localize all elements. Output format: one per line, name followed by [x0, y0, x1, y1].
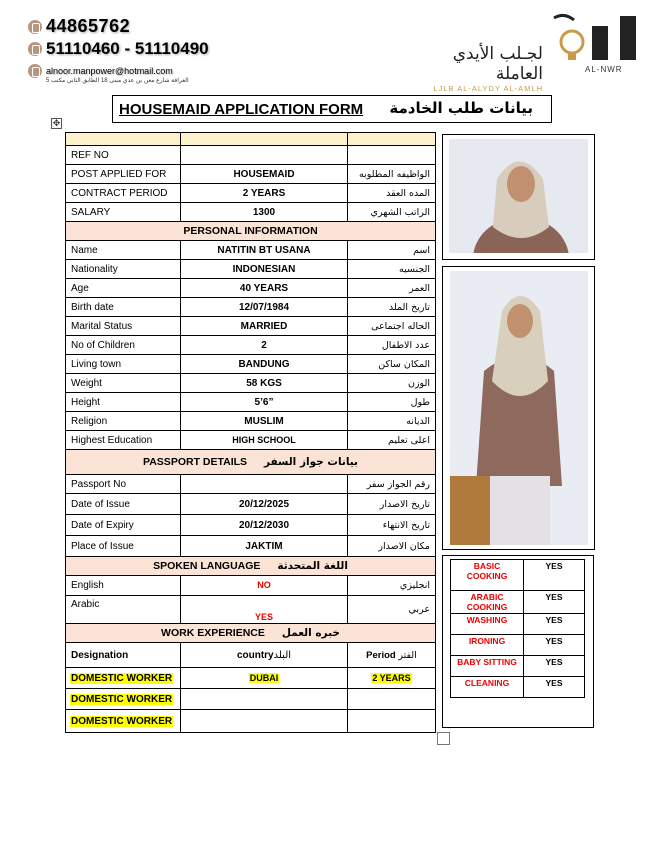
arabic-label: Arabic [66, 596, 181, 624]
work-row-2-designation-cell [66, 689, 181, 710]
row-issue-date [66, 494, 436, 515]
work-header-row [66, 624, 436, 643]
work-row-1-country-cell [181, 668, 348, 689]
arabic-ar: عربي [348, 596, 436, 624]
work-row-2-period [348, 689, 436, 710]
skill-name: CLEANING [451, 677, 524, 698]
place-issue-ar: مكان الاصدار [348, 536, 436, 557]
skill-row [451, 591, 585, 614]
work-row-3-designation-cell [66, 710, 181, 733]
age-value: 40 YEARS [181, 279, 348, 298]
row-contract [66, 184, 436, 203]
work-row-3-period [348, 710, 436, 733]
skill-name: ARABIC COOKING [451, 591, 524, 614]
height-value: 5’6” [181, 393, 348, 412]
skill-value: YES [524, 677, 585, 698]
work-col-country-cell [181, 643, 348, 668]
work-row-1-designation: DOMESTIC WORKER [71, 672, 173, 684]
issue-date-ar: تاريخ الاصدار [348, 494, 436, 515]
expiry-date-label: Date of Expiry [66, 515, 181, 536]
logo-arabic-text: لجـلب الأيدي العاملة [452, 44, 543, 84]
row-post [66, 165, 436, 184]
age-label: Age [66, 279, 181, 298]
expiry-date-value: 20/12/2030 [181, 515, 348, 536]
education-label: Highest Education [66, 431, 181, 450]
mobile-row [28, 39, 209, 59]
skill-name: BASIC COOKING [451, 560, 524, 591]
english-ar: انجليزي [348, 576, 436, 596]
row-english [66, 576, 436, 596]
salary-label: SALARY [66, 203, 181, 222]
row-expiry-date [66, 515, 436, 536]
row-children [66, 336, 436, 355]
passport-no-ar: رقم الجواز سفر [348, 475, 436, 494]
skill-value: YES [524, 635, 585, 656]
portrait-photo [449, 139, 588, 253]
weight-ar: الوزن [348, 374, 436, 393]
expiry-date-ar: تاريخ الانتهاء [348, 515, 436, 536]
contract-ar: المده العقد [348, 184, 436, 203]
name-value: NATITIN BT USANA [181, 241, 348, 260]
age-ar: العمر [348, 279, 436, 298]
skill-row [451, 614, 585, 635]
row-height [66, 393, 436, 412]
work-header: WORK EXPERIENCE [161, 627, 265, 639]
weight-value: 58 KGS [181, 374, 348, 393]
work-col-designation: Designation [66, 643, 181, 668]
skill-name: BABY SITTING [451, 656, 524, 677]
passport-header-ar: بيانات جواز السفر [263, 456, 358, 468]
height-ar: طول [348, 393, 436, 412]
logo-name: AL-NWR [585, 65, 623, 74]
ref-ar [348, 146, 436, 165]
row-birth [66, 298, 436, 317]
row-arabic [66, 596, 436, 624]
work-col-country-ar: البلد [273, 649, 292, 661]
town-value: BANDUNG [181, 355, 348, 374]
application-table [65, 132, 436, 733]
marital-ar: الحاله اجتماعى [348, 317, 436, 336]
row-salary [66, 203, 436, 222]
contract-value: 2 YEARS [181, 184, 348, 203]
work-row-3-country [181, 710, 348, 733]
skill-value: YES [524, 591, 585, 614]
row-religion [66, 412, 436, 431]
title-arabic: بيانات طلب الخادمة [389, 99, 533, 117]
nationality-value: INDONESIAN [181, 260, 348, 279]
email-icon [28, 64, 42, 78]
logo-text-block [413, 44, 543, 93]
passport-no-value [181, 475, 348, 494]
contract-label: CONTRACT PERIOD [66, 184, 181, 203]
religion-ar: الديانه [348, 412, 436, 431]
full-body-photo-frame [442, 266, 595, 550]
issue-date-label: Date of Issue [66, 494, 181, 515]
skill-value: YES [524, 614, 585, 635]
birth-label: Birth date [66, 298, 181, 317]
nationality-ar: الجنسيه [348, 260, 436, 279]
work-header-ar: خبره العمل [281, 627, 340, 639]
name-ar: اسم [348, 241, 436, 260]
post-value: HOUSEMAID [181, 165, 348, 184]
children-ar: عدد الاطفال [348, 336, 436, 355]
work-row-2-designation: DOMESTIC WORKER [71, 693, 173, 705]
passport-header-cell [66, 450, 436, 475]
skill-row [451, 635, 585, 656]
personal-header: PERSONAL INFORMATION [66, 222, 436, 241]
skill-name: IRONING [451, 635, 524, 656]
religion-label: Religion [66, 412, 181, 431]
religion-value: MUSLIM [181, 412, 348, 431]
title-box [112, 95, 552, 123]
passport-header: PASSPORT DETAILS [143, 456, 248, 468]
work-col-period: Period [366, 649, 396, 661]
row-marital [66, 317, 436, 336]
portrait-photo-frame [442, 134, 595, 260]
passport-header-row [66, 450, 436, 475]
work-col-country: country [236, 649, 274, 661]
education-ar: اعلى تعليم [348, 431, 436, 450]
email-row [28, 64, 173, 78]
skill-row [451, 677, 585, 698]
skill-row [451, 656, 585, 677]
office-address: الغرافة شارع معن بن عدي مبنى 18 الطابق الثاني مكتب 5 [46, 78, 189, 84]
place-issue-label: Place of Issue [66, 536, 181, 557]
english-label: English [66, 576, 181, 596]
email-address: alnoor.manpower@hotmail.com [46, 66, 173, 76]
table-top-row [66, 133, 436, 146]
town-label: Living town [66, 355, 181, 374]
full-body-photo [450, 271, 588, 545]
weight-label: Weight [66, 374, 181, 393]
height-label: Height [66, 393, 181, 412]
education-value: HIGH SCHOOL [181, 431, 348, 450]
marital-value: MARRIED [181, 317, 348, 336]
row-town [66, 355, 436, 374]
row-place-issue [66, 536, 436, 557]
post-ar: الواظيفه المطلوبه [348, 165, 436, 184]
place-issue-value: JAKTIM [181, 536, 348, 557]
ref-label: REF NO [66, 146, 181, 165]
personal-header-row [66, 222, 436, 241]
work-row [66, 668, 436, 689]
row-name [66, 241, 436, 260]
salary-ar: الراتب الشهري [348, 203, 436, 222]
work-row-1-period-cell [348, 668, 436, 689]
work-columns-row [66, 643, 436, 668]
mobile-icon [28, 42, 42, 56]
children-value: 2 [181, 336, 348, 355]
skills-table [450, 559, 585, 698]
work-col-period-ar: الفتر [398, 649, 417, 661]
row-education [66, 431, 436, 450]
empty-checkbox[interactable] [437, 732, 450, 745]
english-value: NO [257, 580, 271, 590]
nationality-label: Nationality [66, 260, 181, 279]
language-header-ar: اللغة المتحدثة [277, 560, 348, 572]
work-row-3-designation: DOMESTIC WORKER [71, 715, 173, 727]
language-header: SPOKEN LANGUAGE [153, 560, 261, 572]
skill-row [451, 560, 585, 591]
title-english: HOUSEMAID APPLICATION FORM [119, 101, 364, 118]
ref-value [181, 146, 348, 165]
english-value-cell [181, 576, 348, 596]
phone-row [28, 16, 130, 37]
work-header-cell [66, 624, 436, 643]
birth-value: 12/07/1984 [181, 298, 348, 317]
work-col-period-cell [348, 643, 436, 668]
work-row-1-period: 2 YEARS [372, 672, 411, 683]
row-nationality [66, 260, 436, 279]
post-label: POST APPLIED FOR [66, 165, 181, 184]
phones-mobile: 51110460 - 51110490 [46, 39, 209, 58]
skill-name: WASHING [451, 614, 524, 635]
town-ar: المكان ساكن [348, 355, 436, 374]
issue-date-value: 20/12/2025 [181, 494, 348, 515]
children-label: No of Children [66, 336, 181, 355]
phone-main: 44865762 [46, 16, 131, 36]
work-row-1-designation-cell [66, 668, 181, 689]
language-header-cell [66, 557, 436, 576]
arabic-value-cell [181, 596, 348, 624]
row-age [66, 279, 436, 298]
skill-value: YES [524, 560, 585, 591]
logo-english-text: LJLB AL-ALYDY AL-AMLH [433, 84, 543, 93]
name-label: Name [66, 241, 181, 260]
language-header-row [66, 557, 436, 576]
row-weight [66, 374, 436, 393]
birth-ar: تاريخ الملد [348, 298, 436, 317]
phone-icon [28, 20, 42, 34]
table-move-handle-icon[interactable]: ✥ [52, 118, 61, 128]
row-ref [66, 146, 436, 165]
portrait-photo-image-icon [449, 139, 588, 253]
marital-label: Marital Status [66, 317, 181, 336]
work-row-1-country: DUBAI [249, 672, 279, 683]
passport-no-label: Passport No [66, 475, 181, 494]
salary-value: 1300 [181, 203, 348, 222]
row-passport-no [66, 475, 436, 494]
arabic-value: YES [254, 612, 273, 622]
skill-value: YES [524, 656, 585, 677]
full-body-photo-image-icon [450, 271, 588, 545]
work-row [66, 710, 436, 733]
work-row [66, 689, 436, 710]
skills-box [442, 555, 594, 728]
work-row-2-country [181, 689, 348, 710]
